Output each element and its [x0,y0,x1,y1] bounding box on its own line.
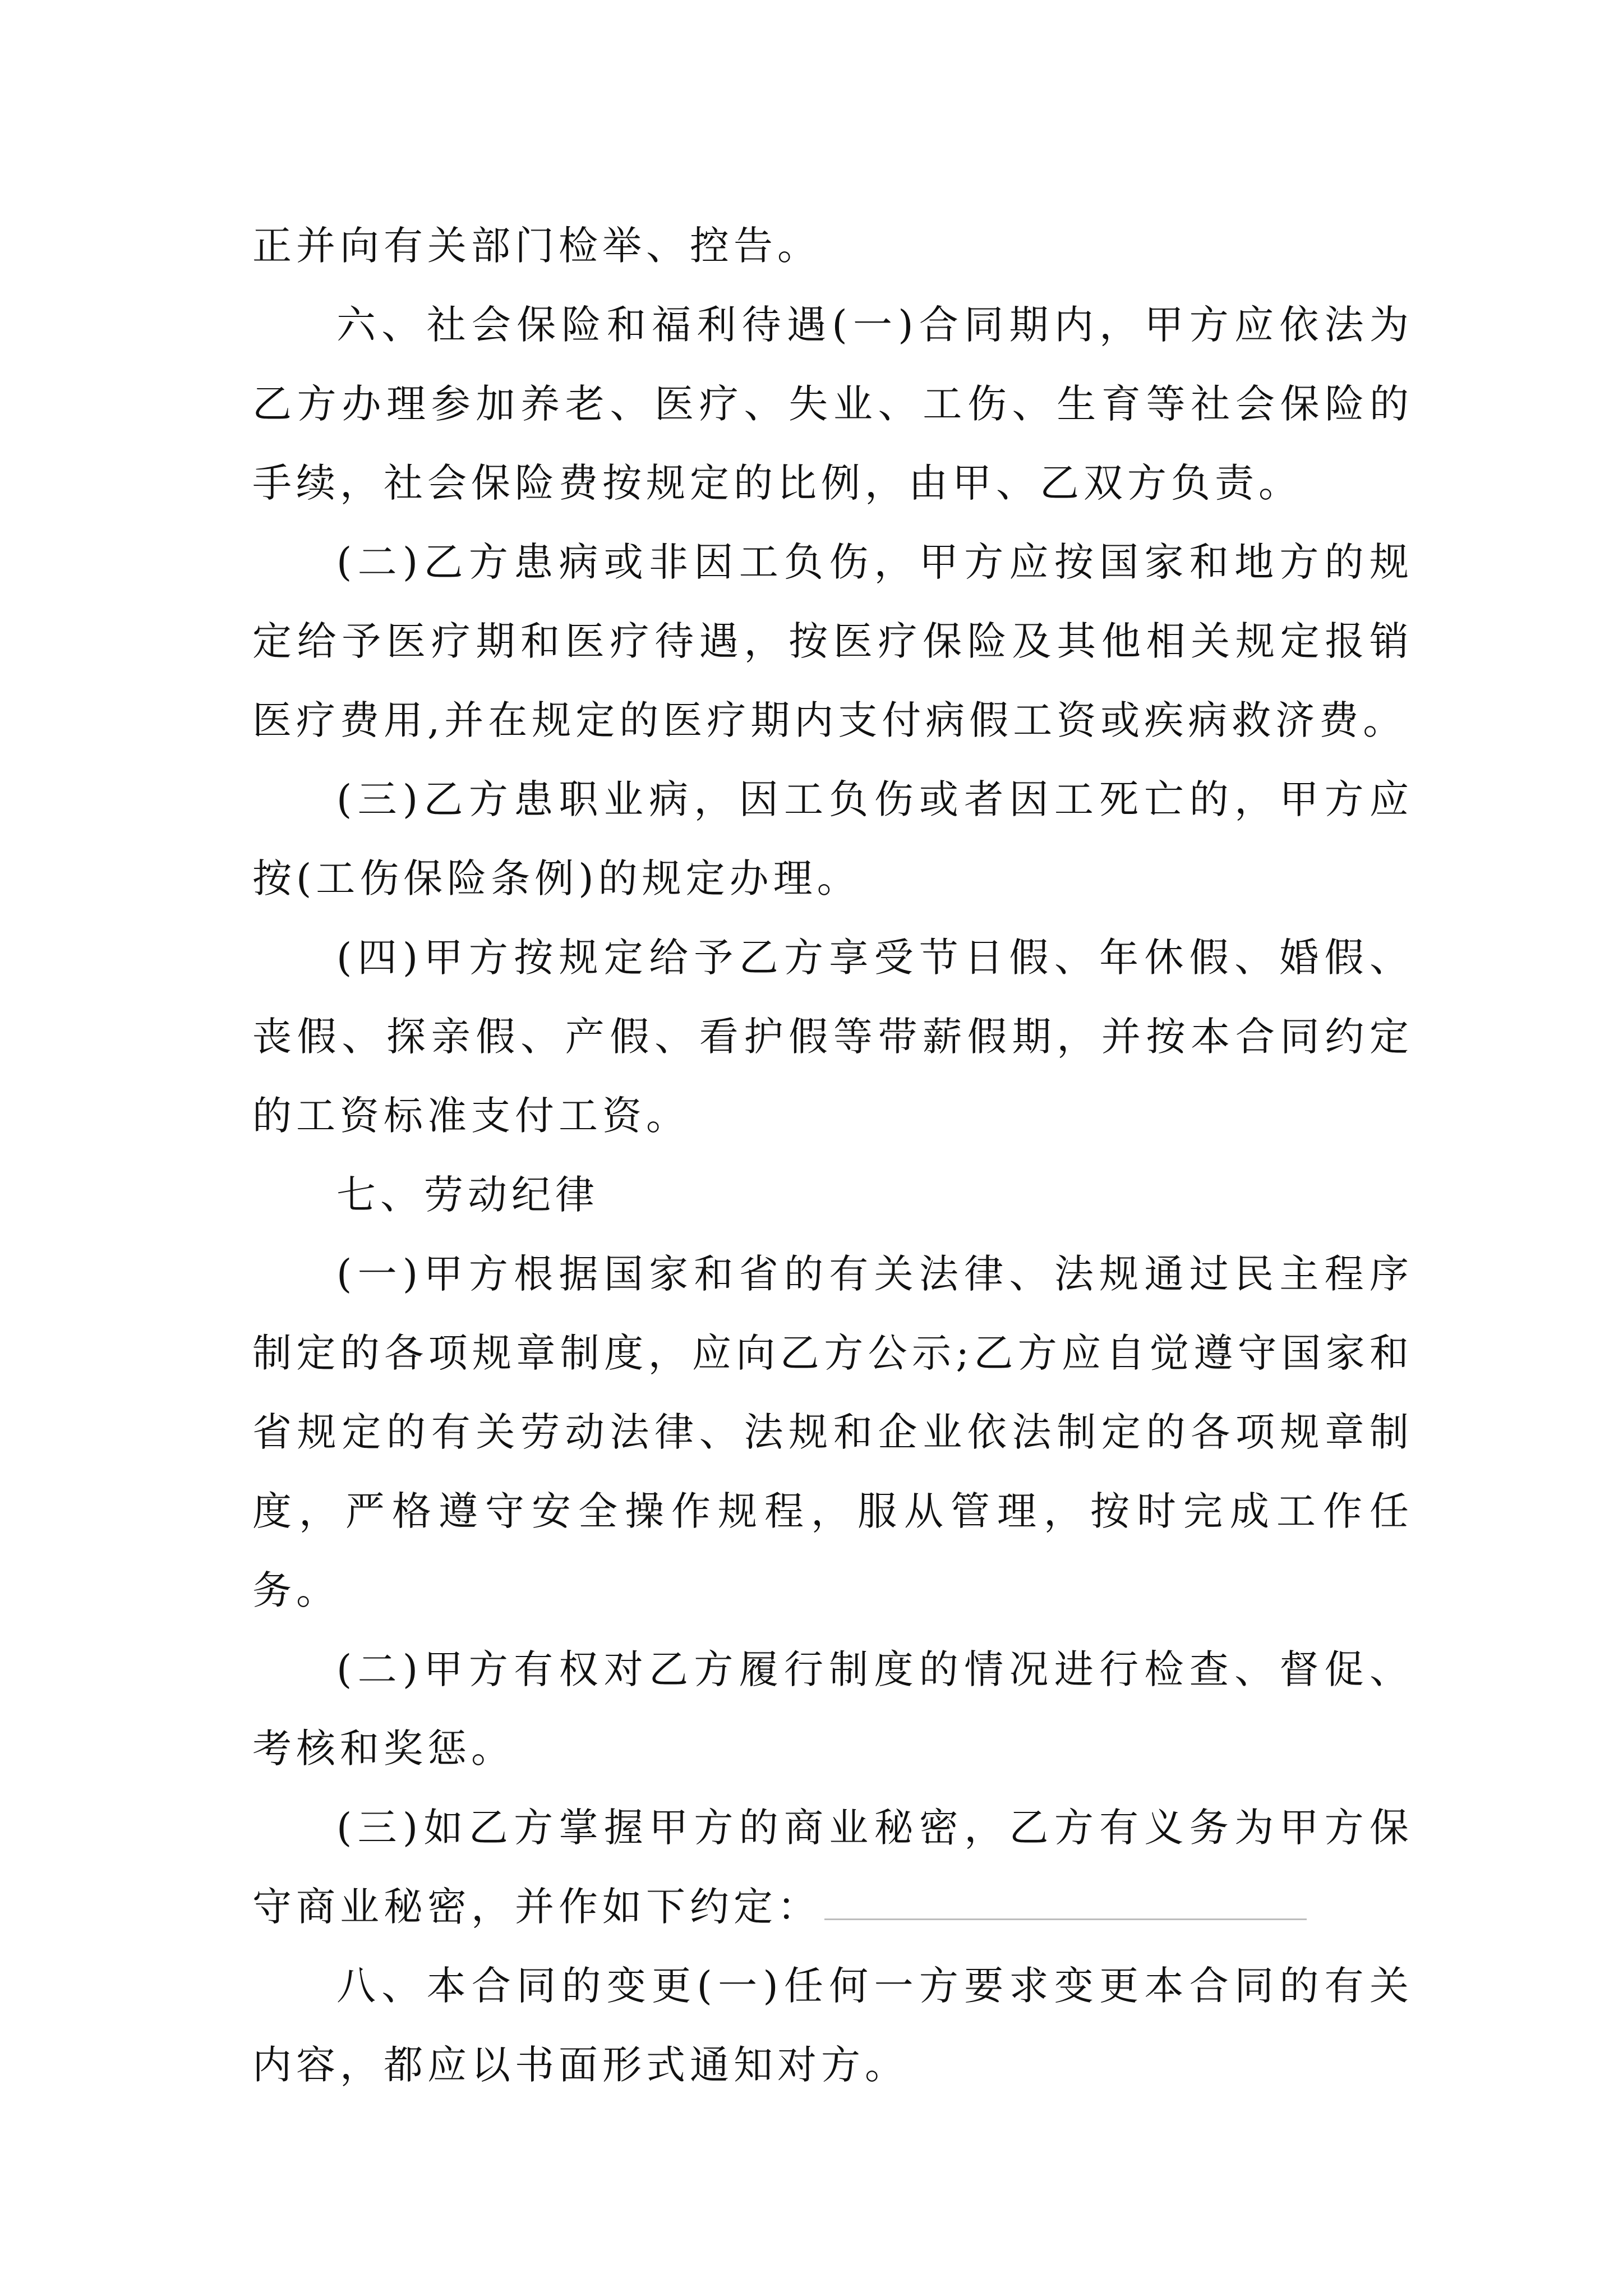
paragraph-section-6-social-insurance: 六、社会保险和福利待遇(一)合同期内，甲方应依法为乙方办理参加养老、医疗、失业、工伤、生育等社会保险的手续，社会保险费按规定的比例，由甲、乙双方负责。 [252,302,1413,506]
paragraph-7-1-rules: (一)甲方根据国家和省的有关法律、法规通过民主程序制定的各项规章制度，应向乙方公示;乙方应自觉遵守国家和省规定的有关劳动法律、法规和企业依法制定的各项规章制度，严格遵守安全操作规程，服从管理，按时完成工作任务。 [252,1251,1413,1613]
paragraph-7-2-inspection: (二)甲方有权对乙方履行制度的情况进行检查、督促、考核和奖惩。 [252,1646,1413,1772]
paragraph-6-4-paid-leave: (四)甲方按规定给予乙方享受节日假、年休假、婚假、丧假、探亲假、产假、看护假等带薪假期，并按本合同约定的工资标准支付工资。 [252,935,1413,1139]
paragraph-6-3-occupational-disease: (三)乙方患职业病，因工负伤或者因工死亡的，甲方应按(工伤保险条例)的规定办理。 [252,776,1413,901]
heading-section-7-labor-discipline: 七、劳动纪律 [336,1172,599,1218]
paragraph-6-2-illness: (二)乙方患病或非因工负伤，甲方应按国家和地方的规定给予医疗期和医疗待遇，按医疗保险及其他相关规定报销医疗费用,并在规定的医疗期内支付病假工资或疾病救济费。 [252,539,1413,743]
document-body [252,206,1413,2105]
paragraph-7-3-text: (三)如乙方掌握甲方的商业秘密，乙方有义务为甲方保守商业秘密，并作如下约定： [252,1805,1413,1930]
fill-in-blank-line [824,1885,1307,1920]
paragraph-continuation: 正并向有关部门检举、控告。 [252,223,821,269]
paragraph-section-8-contract-changes: 八、本合同的变更(一)任何一方要求变更本合同的有关内容，都应以书面形式通知对方。 [252,1963,1413,2088]
paragraph-7-3-trade-secrets [252,1788,1413,1947]
